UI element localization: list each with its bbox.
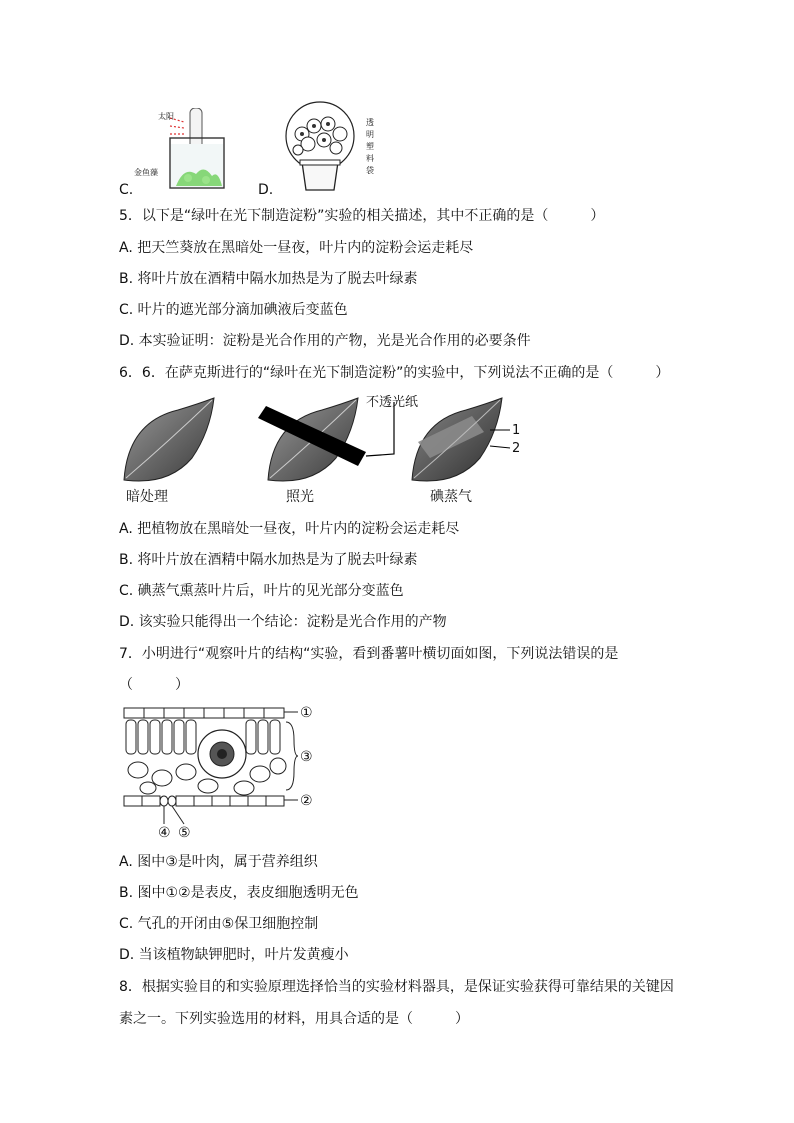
light-label: 照光 [286, 489, 314, 505]
q7-option-c: C. 气孔的开闭由⑤保卫细胞控制 [119, 916, 319, 932]
figure-c-aquarium [134, 108, 230, 190]
q6-stem: 6．6．在萨克斯进行的“绿叶在光下制造淀粉”的实验中，下列说法不正确的是（ ） [119, 365, 670, 381]
figure-d-bagged-plant: 透 明 塑 料 袋 [280, 100, 390, 192]
q6-option-d: D. 该实验只能得出一个结论：淀粉是光合作用的产物 [119, 614, 447, 630]
q7-option-d: D. 当该植物缺钾肥时，叶片发黄瘦小 [119, 947, 349, 963]
label-1: ① [300, 705, 313, 721]
label-3: ③ [300, 749, 313, 765]
q8-stem-line2: 素之一。下列实验选用的材料，用具合适的是（ ） [119, 1011, 469, 1027]
q7-option-b: B. 图中①②是表皮，表皮细胞透明无色 [119, 885, 359, 901]
label-4: ④ [158, 825, 171, 841]
goldfish-weed-label: 金鱼藻 [134, 168, 158, 177]
q6-option-a: A. 把植物放在黑暗处一昼夜，叶片内的淀粉会运走耗尽 [119, 521, 460, 537]
opaque-paper-label: 不透光纸 [366, 395, 419, 410]
q8-stem-line1: 8．根据实验目的和实验原理选择恰当的实验材料器具，是保证实验获得可靠结果的关键因 [119, 979, 674, 995]
label-2: ② [300, 793, 313, 809]
dark-treatment-label: 暗处理 [126, 489, 168, 505]
option-c-label: C. [119, 182, 134, 198]
q6-option-b: B. 将叶片放在酒精中隔水加热是为了脱去叶绿素 [119, 552, 418, 568]
sun-label: 太阳 [158, 112, 174, 121]
q6-option-c: C. 碘蒸气熏蒸叶片后，叶片的见光部分变蓝色 [119, 583, 404, 599]
iodine-vapor-label: 碘蒸气 [430, 489, 472, 505]
leaf-part-1-label: 1 [512, 423, 521, 438]
q7-leaf-cross-section [118, 700, 328, 842]
q6-leaf-figure [118, 392, 538, 510]
q7-option-a: A. 图中③是叶肉，属于营养组织 [119, 854, 318, 870]
option-d-label: D. [258, 182, 274, 198]
q5-option-a: A. 把天竺葵放在黑暗处一昼夜，叶片内的淀粉会运走耗尽 [119, 240, 474, 256]
q5-stem: 5．以下是“绿叶在光下制造淀粉”实验的相关描述，其中不正确的是（ ） [119, 208, 605, 224]
q7-answer-paren: （ ） [119, 677, 189, 693]
leaf-part-2-label: 2 [512, 441, 521, 456]
q7-stem: 7．小明进行“观察叶片的结构“实验，看到番薯叶横切面如图，下列说法错误的是 [119, 646, 619, 662]
q5-option-b: B. 将叶片放在酒精中隔水加热是为了脱去叶绿素 [119, 271, 418, 287]
q5-option-c: C. 叶片的遮光部分滴加碘液后变蓝色 [119, 302, 348, 318]
q5-option-d: D. 本实验证明：淀粉是光合作用的产物，光是光合作用的必要条件 [119, 333, 531, 349]
label-5: ⑤ [178, 825, 191, 841]
